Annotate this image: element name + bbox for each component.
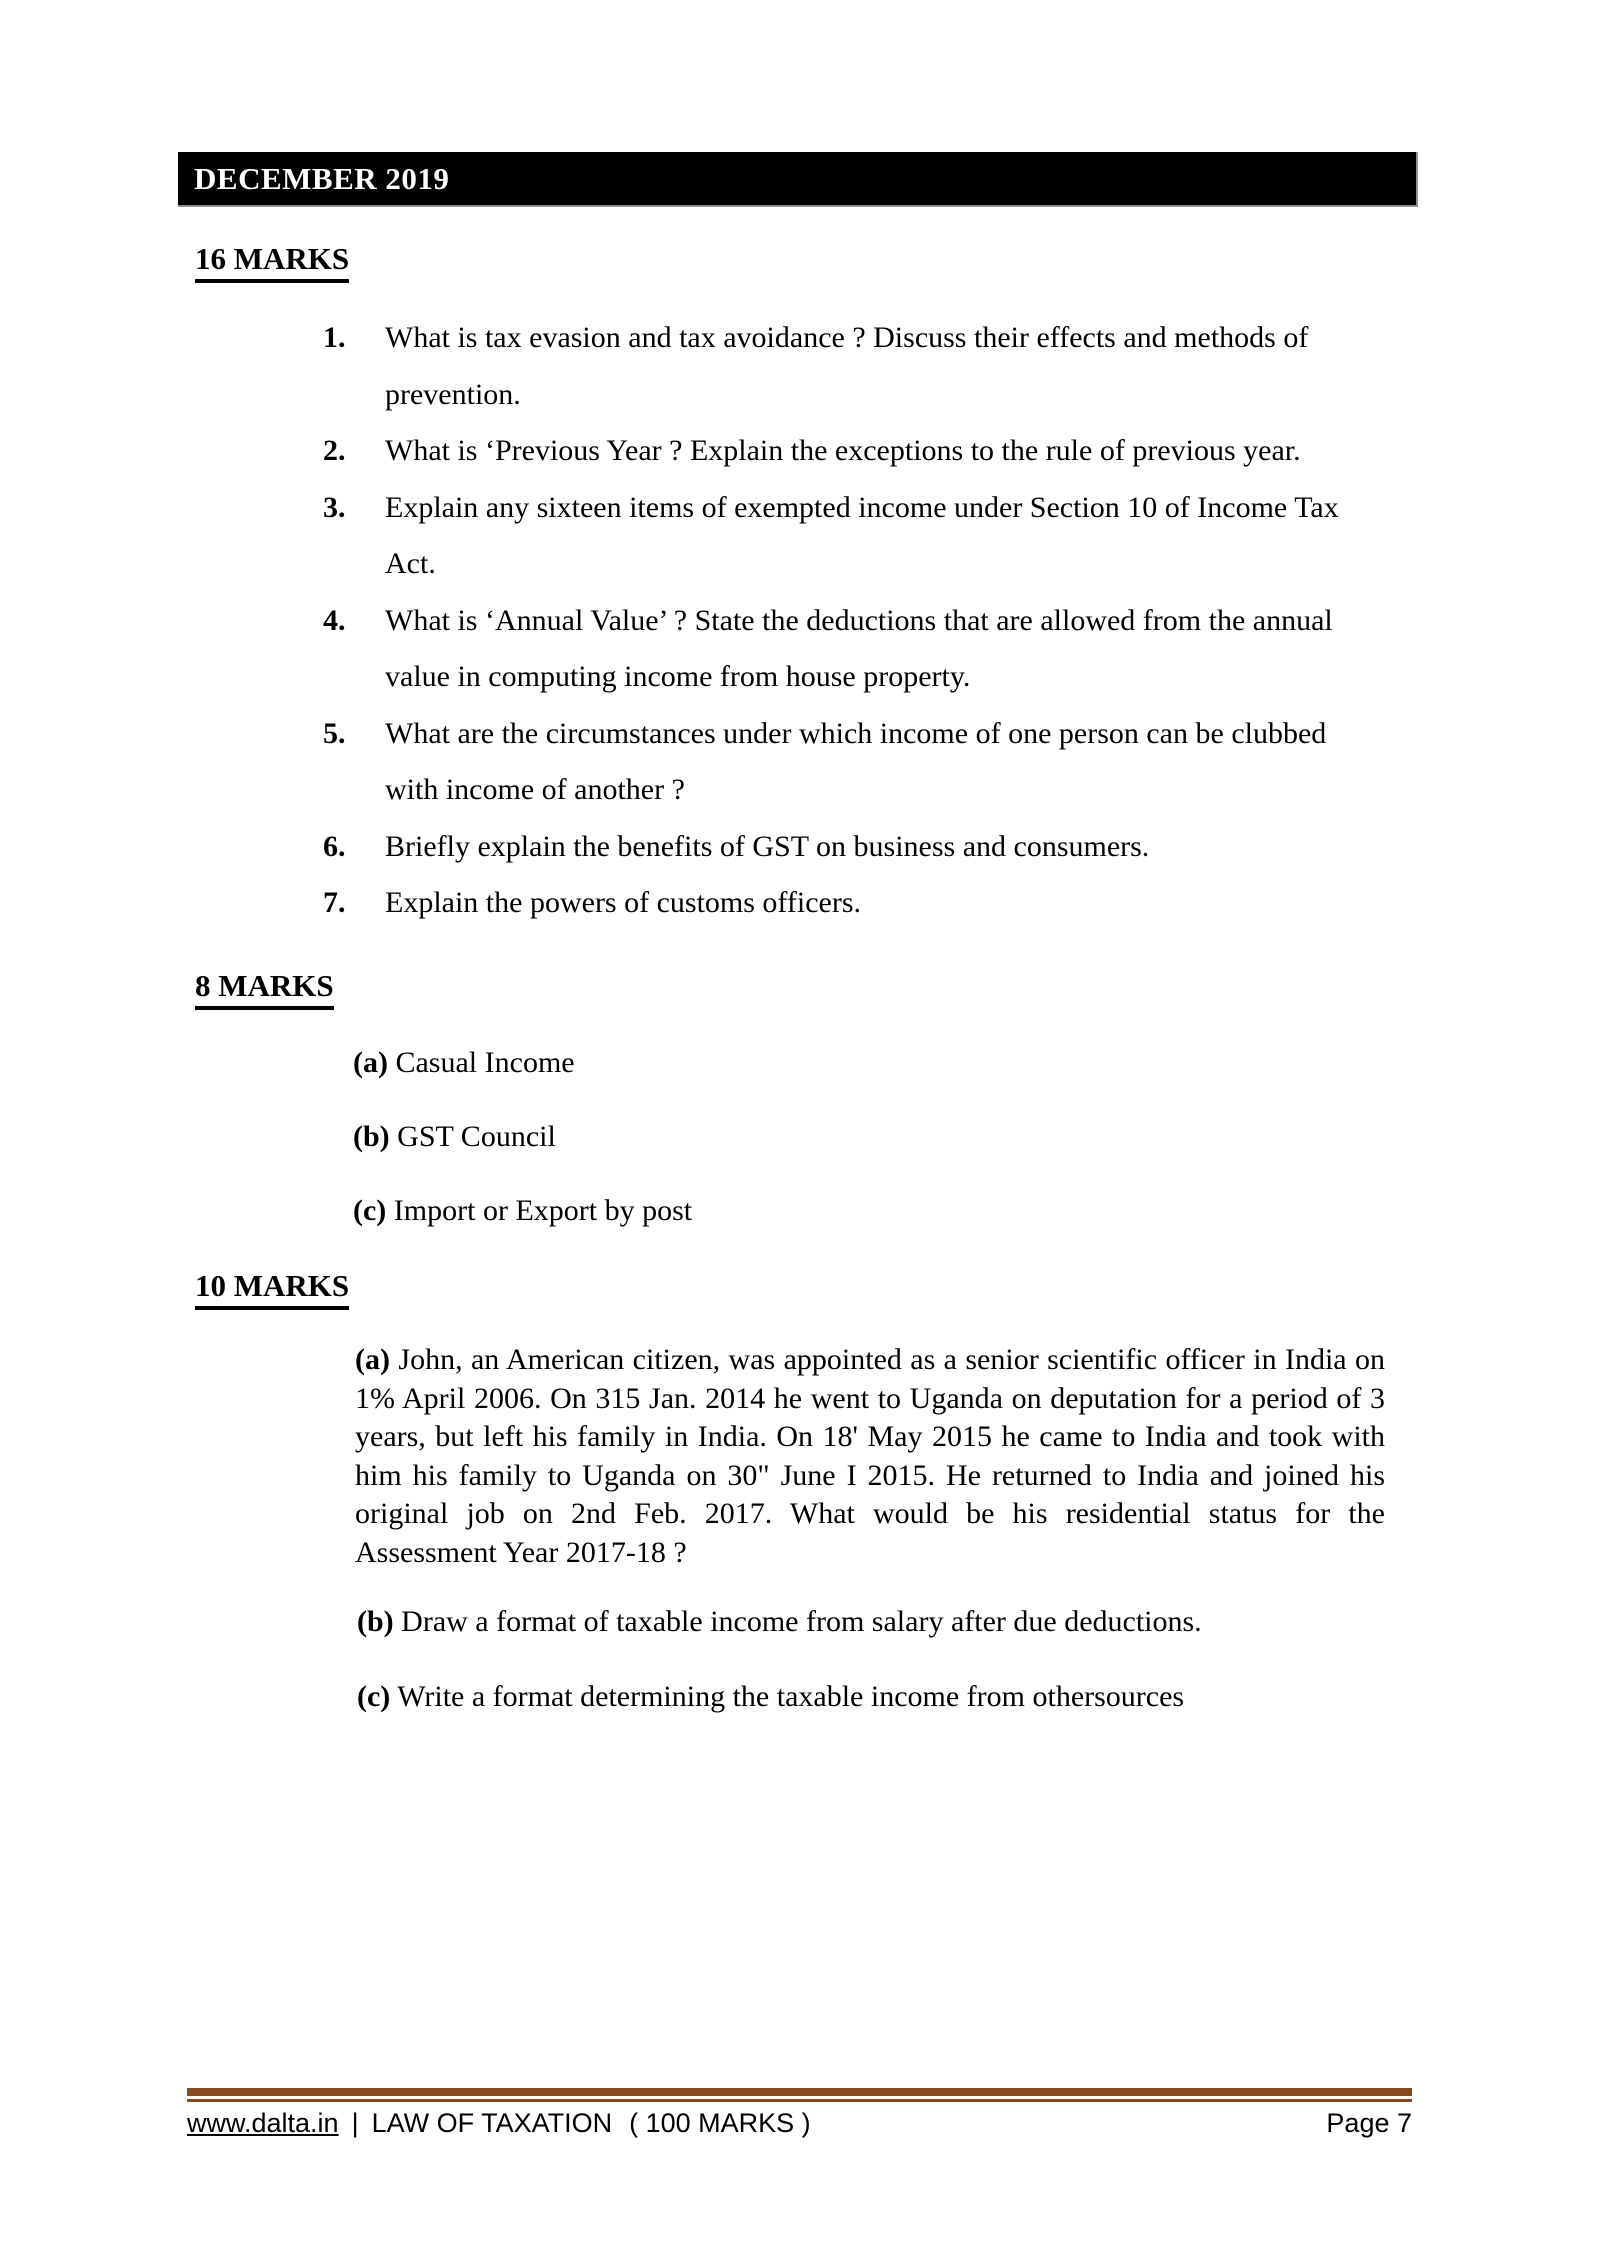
question-item-6 <box>323 819 1385 876</box>
item-label: (c) <box>357 1680 391 1713</box>
problem-item-b <box>357 1604 1202 1640</box>
problem-item-a <box>355 1341 1385 1572</box>
item-text: Import or Export by post <box>393 1194 693 1227</box>
item-label: (a) <box>355 1343 390 1376</box>
problem-item-c <box>357 1679 1184 1715</box>
footer-total-marks: ( 100 MARKS ) <box>629 2108 811 2138</box>
short-note-item-a <box>353 1045 692 1081</box>
question-number: 4. <box>323 603 346 637</box>
question-item-3 <box>323 480 1385 593</box>
footer-rule-thick <box>187 2088 1412 2096</box>
heading-8-marks-label: 8 MARKS <box>195 969 334 1010</box>
footer <box>187 2106 1412 2140</box>
question-number: 7. <box>323 886 346 919</box>
question-item-4 <box>323 593 1385 706</box>
question-item-1 <box>323 310 1385 423</box>
item-label: (c) <box>353 1194 387 1227</box>
short-note-item-c <box>353 1193 692 1229</box>
question-number: 5. <box>323 716 346 750</box>
header-bar <box>178 152 1418 207</box>
question-number: 6. <box>323 829 346 863</box>
item-text: John, an American citizen, was appointed as a senior scientific officer in India on 1% April 2006. On 315 Jan. 2014 he went to Uganda on deputation for a period of 3 years, but left his family in India. On 18' May 2015 he came to India and took with him his family to Uganda on 30" June I 2015. He returned to India and joined his original job on 2nd Feb. 2017. What would be his residential status for the Assessment Year 2017-18 ? <box>355 1343 1385 1569</box>
question-item-2 <box>323 423 1385 480</box>
footer-rule-thin <box>187 2099 1412 2102</box>
footer-course-title: LAW OF TAXATION <box>371 2108 613 2138</box>
question-list-16-marks <box>323 310 1385 932</box>
question-item-5 <box>323 706 1385 819</box>
page-number: Page 7 <box>1326 2108 1412 2138</box>
question-text: What is ‘Annual Value’ ? State the deductions that are allowed from the annual value in computing income from house property. <box>385 603 1333 693</box>
item-label: (b) <box>357 1605 394 1638</box>
footer-left <box>187 2106 811 2140</box>
item-text: Draw a format of taxable income from salary after due deductions. <box>401 1605 1202 1638</box>
question-number: 3. <box>323 490 346 524</box>
question-item-7 <box>323 875 1385 932</box>
heading-10-marks <box>195 1269 349 1310</box>
short-note-item-b <box>353 1119 692 1155</box>
heading-16-marks <box>195 242 349 283</box>
heading-16-marks-label: 16 MARKS <box>195 242 349 283</box>
question-text: What are the circumstances under which income of one person can be clubbed with income of another ? <box>385 716 1327 806</box>
question-text: Explain any sixteen items of exempted income under Section 10 of Income Tax Act. <box>385 490 1339 580</box>
item-text: Casual Income <box>395 1046 575 1079</box>
footer-separator: | <box>351 2108 359 2138</box>
item-label: (b) <box>353 1120 390 1153</box>
question-text: What is ‘Previous Year ? Explain the exceptions to the rule of previous year. <box>385 434 1301 467</box>
question-text: What is tax evasion and tax avoidance ? Discuss their effects and methods of prevention. <box>385 321 1309 411</box>
footer-website-link[interactable]: www.dalta.in <box>187 2108 339 2138</box>
item-label: (a) <box>353 1046 388 1079</box>
question-number: 1. <box>323 321 346 354</box>
heading-10-marks-label: 10 MARKS <box>195 1269 349 1310</box>
question-text: Explain the powers of customs officers. <box>385 886 862 919</box>
item-text: Write a format determining the taxable income from othersources <box>397 1680 1185 1713</box>
short-note-list-8-marks <box>353 1045 692 1267</box>
item-text: GST Council <box>397 1120 556 1153</box>
question-text: Briefly explain the benefits of GST on business and consumers. <box>385 829 1150 863</box>
header-title: DECEMBER 2019 <box>194 160 450 196</box>
heading-8-marks <box>195 969 334 1010</box>
question-number: 2. <box>323 434 346 467</box>
